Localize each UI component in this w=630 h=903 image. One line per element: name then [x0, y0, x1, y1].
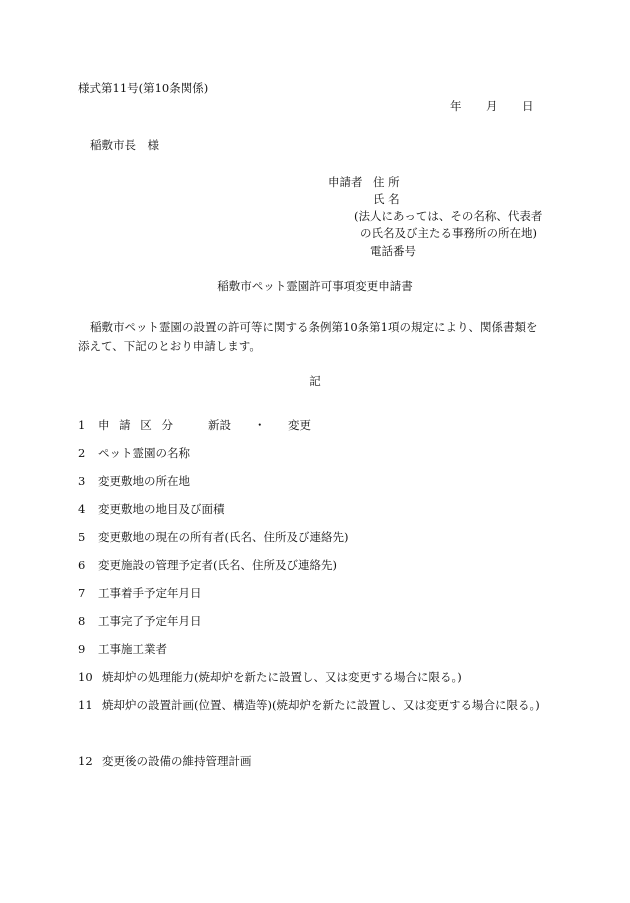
applicant-phone-label: 電話番号	[370, 244, 416, 258]
list-item	[78, 753, 558, 781]
applicant-note-line1: (法人にあっては、その名称、代表者	[354, 209, 543, 223]
item-number: 6	[78, 558, 86, 572]
form-number: 様式第11号(第10条関係)	[78, 81, 209, 95]
item-number: 11	[78, 698, 93, 712]
date-year-label: 年	[450, 99, 462, 113]
item-number: 7	[78, 586, 86, 600]
item-text: 変更後の設備の維持管理計画	[102, 754, 252, 768]
item-text	[98, 417, 558, 445]
item-text: 工事施工業者	[98, 642, 167, 656]
list-item	[78, 501, 558, 529]
item-number: 3	[78, 474, 86, 488]
item-text: 変更敷地の所在地	[98, 474, 190, 488]
item-number: 2	[78, 446, 86, 460]
applicant-address-label: 住 所	[373, 175, 400, 189]
item-number: 1	[78, 418, 86, 432]
applicant-label: 申請者	[328, 175, 363, 189]
item-list	[78, 417, 558, 781]
applicant-note-line2: の氏名及び主たる事務所の所在地)	[360, 226, 537, 240]
item-number: 5	[78, 530, 86, 544]
category-label: 申 請 区 分	[98, 418, 176, 432]
list-item	[78, 529, 558, 557]
item-number: 10	[78, 670, 93, 684]
date-line	[450, 98, 534, 114]
item-text: 変更施設の管理予定者(氏名、住所及び連絡先)	[98, 558, 337, 572]
item-text: 工事着手予定年月日	[98, 586, 202, 600]
item-text: 工事完了予定年月日	[98, 614, 202, 628]
ki-heading: 記	[309, 374, 321, 388]
list-item	[78, 417, 558, 445]
list-item	[78, 613, 558, 641]
category-option-new: 新設	[208, 418, 231, 432]
list-item	[78, 697, 558, 753]
date-day-label: 日	[522, 99, 534, 113]
list-item	[78, 445, 558, 473]
list-item	[78, 641, 558, 669]
item-text: 変更敷地の地目及び面積	[98, 502, 225, 516]
date-month-label: 月	[486, 99, 498, 113]
addressee: 稲敷市長 様	[90, 138, 159, 152]
category-separator: ・	[254, 418, 266, 432]
category-option-change: 変更	[288, 418, 311, 432]
list-item	[78, 473, 558, 501]
document-title: 稲敷市ペット霊園許可事項変更申請書	[217, 279, 413, 293]
item-text: ペット霊園の名称	[98, 446, 190, 460]
item-text: 焼却炉の設置計画(位置、構造等)(焼却炉を新たに設置し、又は変更する場合に限る。)	[102, 698, 540, 712]
list-item	[78, 557, 558, 585]
item-text: 変更敷地の現在の所有者(氏名、住所及び連絡先)	[98, 530, 349, 544]
item-number: 4	[78, 502, 86, 516]
applicant-name-label: 氏 名	[373, 192, 400, 206]
item-text: 焼却炉の処理能力(焼却炉を新たに設置し、又は変更する場合に限る。)	[102, 670, 462, 684]
item-number: 9	[78, 642, 86, 656]
body-paragraph: 稲敷市ペット霊園の設置の許可等に関する条例第10条第1項の規定により、関係書類を添えて、下記のとおり申請します。	[78, 320, 538, 353]
item-number: 12	[78, 754, 93, 768]
list-item	[78, 585, 558, 613]
item-number: 8	[78, 614, 86, 628]
